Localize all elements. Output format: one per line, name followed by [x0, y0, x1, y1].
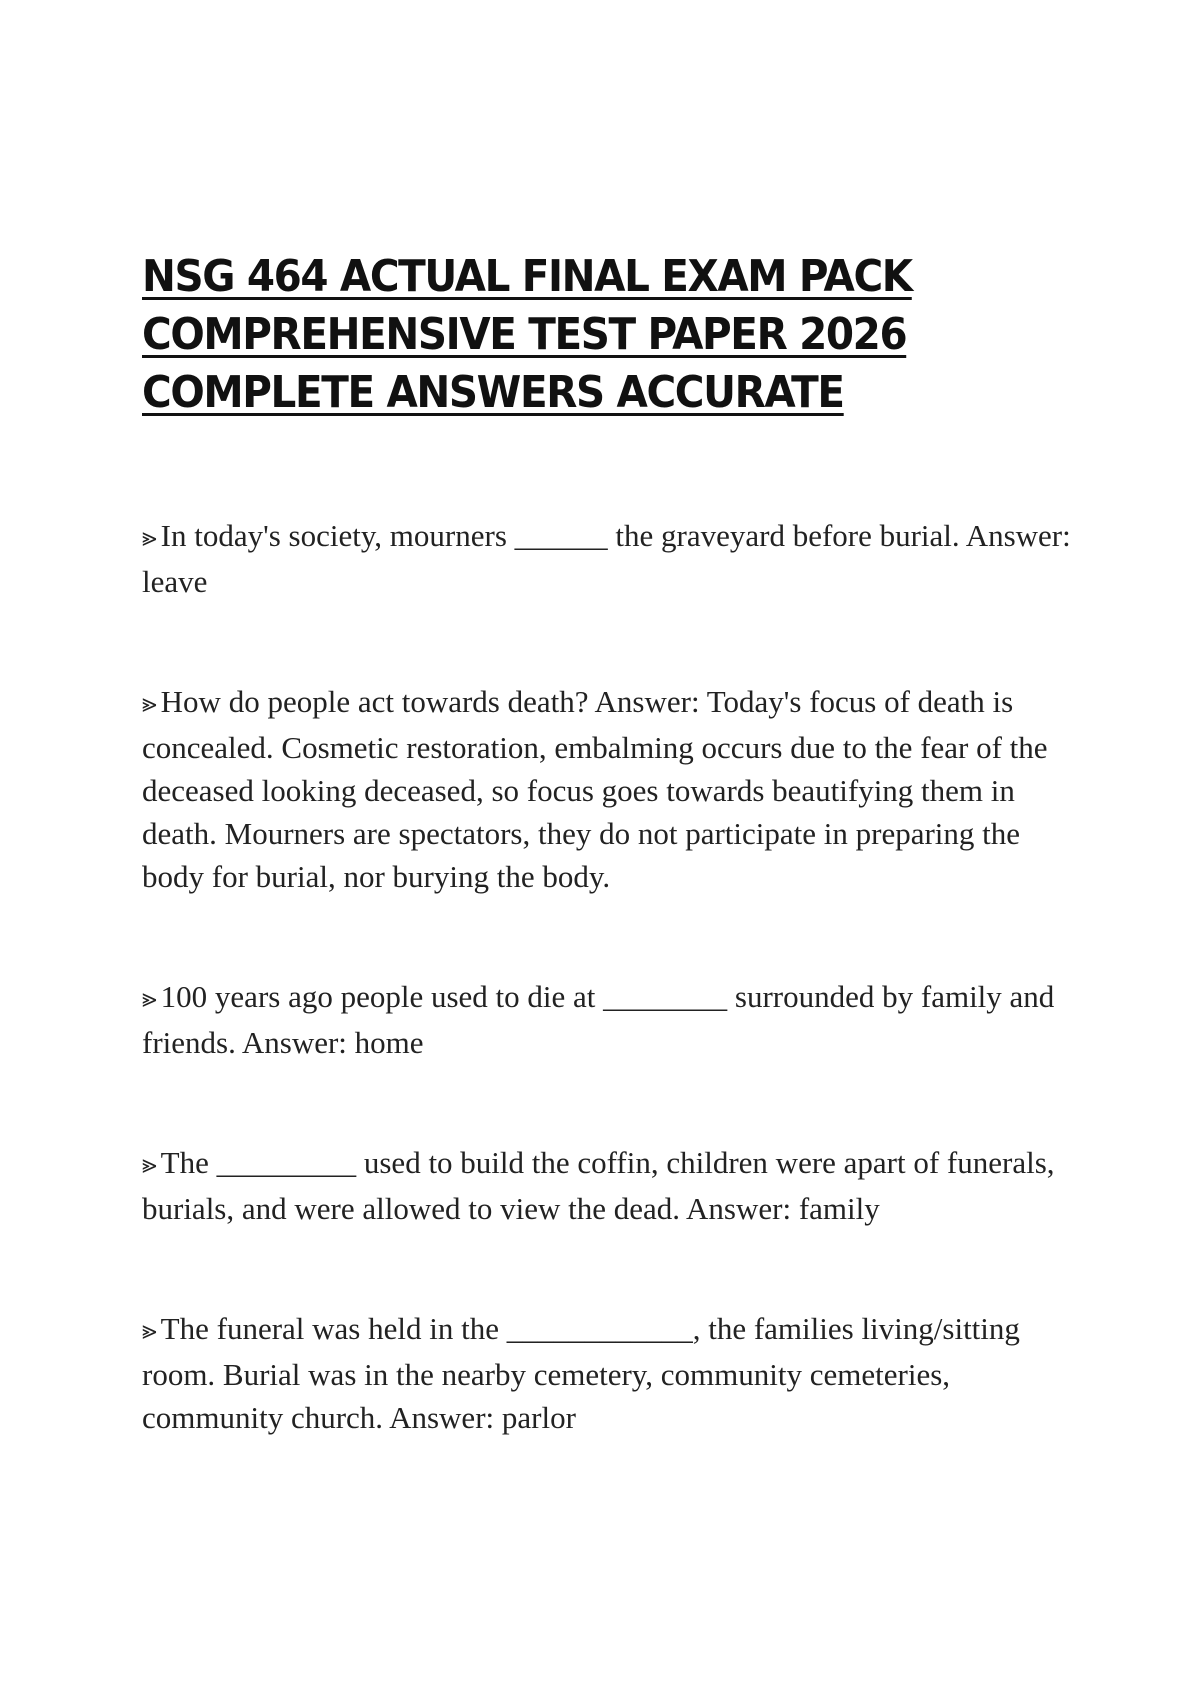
question-text: How do people act towards death? Answer: Today's focus of death is concealed. Cosmetic restoration, embalming occurs due to the fear of the deceased looking deceased, so focus goes towards beautifying them in death. Mourners are spectators, they do not participate in preparing the body for burial, nor burying the body. [142, 684, 1048, 894]
question-text: In today's society, mourners ______ the graveyard before burial. Answer: leave [142, 518, 1071, 599]
question-item [142, 514, 1082, 603]
arrow-bullet-icon: ⪢ [142, 1150, 157, 1180]
question-item [142, 1141, 1082, 1230]
arrow-bullet-icon: ⪢ [142, 689, 157, 719]
title-line-1: NSG 464 ACTUAL FINAL EXAM PACK [142, 251, 912, 302]
question-item [142, 975, 1082, 1064]
arrow-bullet-icon: ⪢ [142, 1316, 157, 1346]
question-item [142, 1307, 1082, 1439]
arrow-bullet-icon: ⪢ [142, 523, 157, 553]
title-line-3: COMPLETE ANSWERS ACCURATE [142, 367, 844, 418]
question-item [142, 680, 1082, 898]
document-title [142, 248, 1042, 422]
title-line-2: COMPREHENSIVE TEST PAPER 2026 [142, 309, 907, 360]
question-text: The funeral was held in the ____________, the families living/sitting room. Burial was in the nearby cemetery, community cemeteries, community church. Answer: parlor [142, 1311, 1020, 1435]
question-list [142, 514, 1082, 1439]
question-text: The _________ used to build the coffin, children were apart of funerals, burials, and were allowed to view the dead. Answer: family [142, 1145, 1055, 1226]
question-text: 100 years ago people used to die at ________ surrounded by family and friends. Answer: home [142, 979, 1055, 1060]
arrow-bullet-icon: ⪢ [142, 984, 157, 1014]
